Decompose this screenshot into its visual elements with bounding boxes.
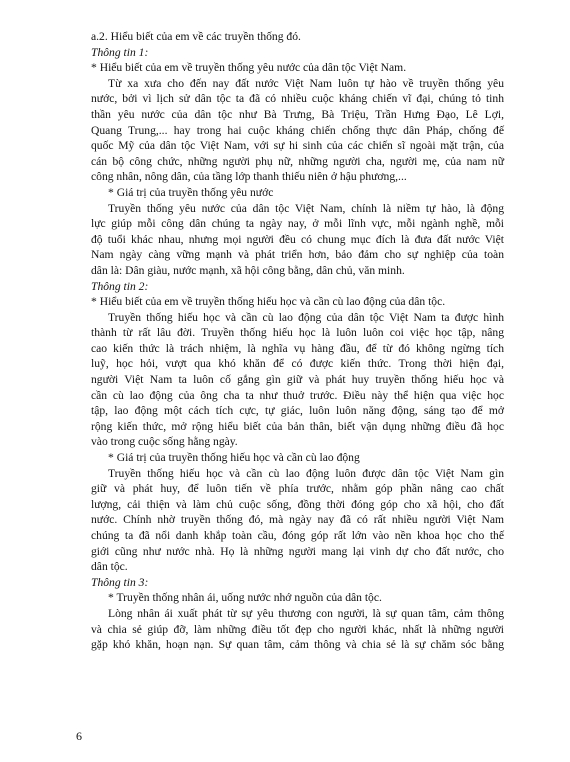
text-line: Lòng nhân ái xuất phát từ sự yêu thương con người, là sự quan tâm, cảm thông: [108, 606, 504, 620]
text-line: giới cũng như nước nhà. Họ là những người mang lại vinh dự cho đất nước, cho: [91, 544, 504, 558]
text-line: Truyền thống hiếu học và cần cù lao động luôn được dân tộc Việt Nam gìn: [108, 466, 504, 480]
text-line: vào trong cuộc sống hằng ngày.: [91, 435, 238, 449]
text-line: lượng, cải thiện và làm chủ cuộc sống, đồng thời đóng góp cho xã hội, cho đất: [91, 497, 504, 511]
text-line: cán bộ công chức, những người phụ nữ, những người cha, người mẹ, của nam nữ: [91, 154, 504, 168]
info2-paragraph-2: [91, 466, 504, 575]
text-line: Truyền thống hiếu học và cần cù lao động của dân tộc Việt Nam ta được hình: [108, 310, 504, 324]
page-content: [91, 29, 504, 653]
info3-bullet-heading: * Truyền thống nhân ái, uống nước nhớ nguồn của dân tộc.: [108, 591, 382, 605]
info3-paragraph-1: [91, 606, 504, 653]
info1-label: Thông tin 1:: [91, 45, 149, 59]
text-line: thành từ rất lâu đời. Truyền thống hiếu học là luôn luôn coi việc học tập, nâng: [91, 326, 504, 340]
text-line: thần yêu nước của dân tộc như Bà Trưng, Bà Triệu, Trần Hưng Đạo, Lê Lợi,: [91, 107, 504, 121]
info2-paragraph-1: [91, 310, 504, 450]
text-line: tập, lao động một cách tích cực, tự giác, luôn luôn năng động, sáng tạo để mở: [91, 404, 504, 418]
text-line: giữ và phát huy, để luôn tiến về phía trước, nhằm góp phần nâng cao chất: [91, 482, 504, 496]
text-line: gặp khó khăn, hoạn nạn. Sự quan tâm, cảm thông và chia sẻ là sự chăm sóc bằng: [91, 638, 504, 652]
info2-bullet-value: * Giá trị của truyền thống hiếu học và cần cù lao động: [108, 451, 360, 465]
text-line: Nam ngày càng vững mạnh và phát triển hơn, bảo đảm cho sự nghiệp của toàn: [91, 248, 504, 262]
section-heading: a.2. Hiểu biết của em về các truyền thống đó.: [91, 30, 301, 43]
text-line: công nhân, nông dân, của tầng lớp thanh thiếu niên ở hậu phương,...: [91, 170, 407, 184]
text-line: cần cù lao động của ông cha ta như thuở trước. Điều này thể hiện qua việc học: [91, 388, 504, 402]
text-line: luỹ, học hỏi, vượt qua khó khăn để có được kiến thức. Trong thời hiện đại,: [91, 357, 504, 371]
info1-paragraph-2: [91, 201, 504, 279]
info1-paragraph-1: [91, 76, 504, 185]
info3-label: Thông tin 3:: [91, 575, 149, 589]
text-line: dân là: Dân giàu, nước mạnh, xã hội công bằng, dân chủ, văn minh.: [91, 263, 405, 277]
text-line: rộng kiến thức, mở rộng hiểu biết của bản thân, biết vận dụng những điều đã học: [91, 419, 504, 433]
text-line: cao kiến thức là trách nhiệm, là nghĩa vụ hàng đầu, để từ đó không ngừng tích: [91, 341, 504, 355]
text-line: Truyền thống yêu nước của dân tộc Việt Nam, chính là niềm tự hào, là động: [108, 201, 504, 215]
text-line: độ tuổi khác nhau, nhưng mọi người đều có chung mục đích là đưa đất nước Việt: [91, 232, 504, 246]
text-line: Quang Trung,... hay trong hai cuộc kháng chiến chống thực dân Pháp, chống đế: [91, 123, 504, 137]
text-line: quốc Mỹ của dân tộc Việt Nam, với sự hi sinh của các chiến sĩ ngoài mặt trận, của: [91, 139, 504, 153]
text-line: dân tộc.: [91, 560, 128, 574]
info1-bullet-value: * Giá trị của truyền thống yêu nước: [108, 185, 274, 199]
text-line: lực giúp mỗi công dân chúng ta ngày nay, ở mỗi lĩnh vực, mỗi ngành nghề, mỗi: [91, 217, 504, 231]
text-line: Từ xa xưa cho đến nay đất nước Việt Nam luôn tự hào về truyền thống yêu: [108, 76, 504, 90]
text-line: người Việt Nam ta luôn cố gắng gìn giữ và phát huy truyền thống hiếu học và: [91, 373, 504, 387]
text-line: và chia sẻ giúp đỡ, làm những điều tốt đẹp cho người khác, nhất là những người: [91, 622, 504, 636]
text-line: chúng ta đã nổi danh khắp toàn cầu, đóng góp rất lớn vào nền khoa học cho thế: [91, 529, 504, 542]
text-line: nước. Chính nhờ truyền thống đó, mà ngày nay đã có rất nhiều người Việt Nam: [91, 513, 504, 527]
info1-bullet-heading: * Hiểu biết của em về truyền thống yêu nước của dân tộc Việt Nam.: [91, 61, 407, 75]
text-line: nước, bởi vì lịch sử dân tộc ta đã có nhiều cuộc kháng chiến vĩ đại, chúng tỏ tinh: [91, 92, 504, 106]
info2-label: Thông tin 2:: [91, 279, 149, 293]
info2-bullet-heading: * Hiểu biết của em về truyền thống hiếu học và cần cù lao động của dân tộc.: [91, 295, 446, 309]
page-number: 6: [76, 729, 82, 743]
